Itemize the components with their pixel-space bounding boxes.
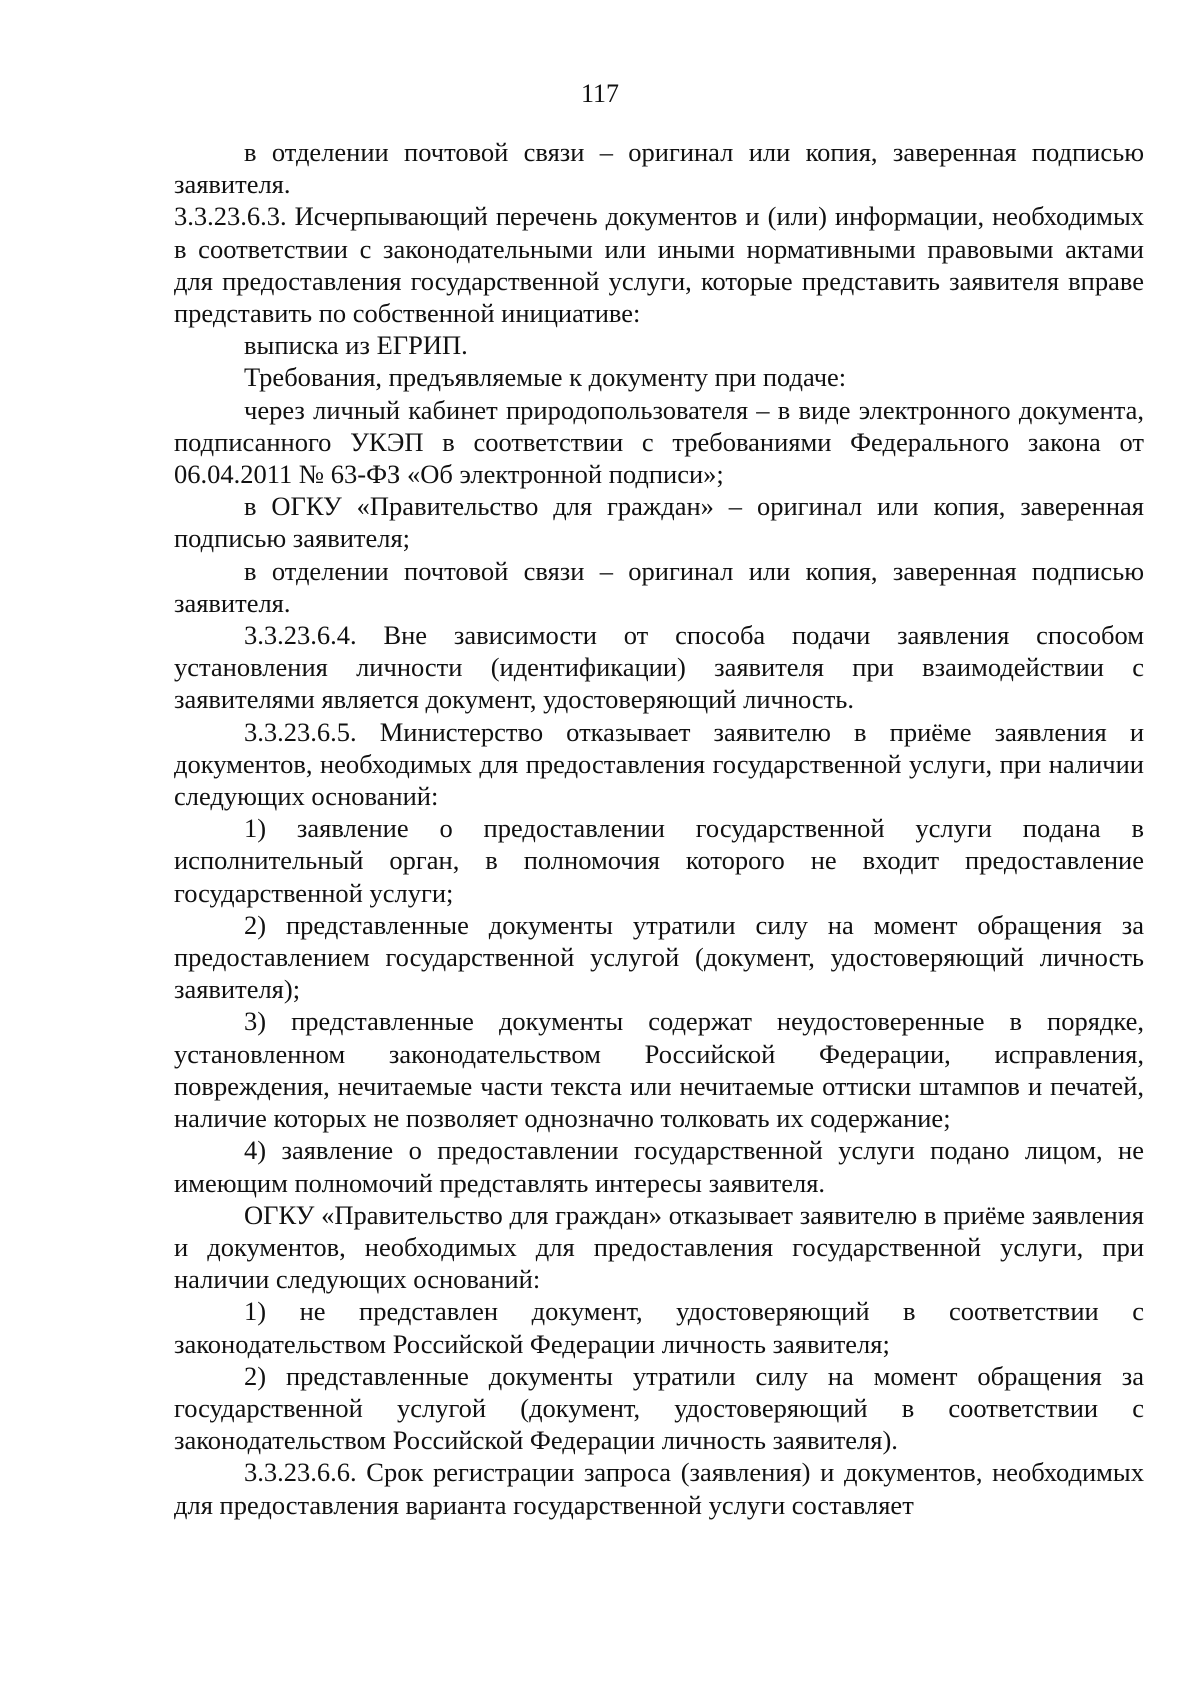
- list-item: 4) заявление о предоставлении государственной услуги подано лицом, не имеющим полномочий представлять интересы заявителя.: [174, 1135, 1144, 1198]
- paragraph-section-3-3-23-6-6: 3.3.23.6.6. Срок регистрации запроса (заявления) и документов, необходимых для предоставления варианта государственной услуги составляет: [174, 1457, 1144, 1520]
- list-item: 1) заявление о предоставлении государственной услуги подана в исполнительный орган, в полномочия которого не входит предоставление государственной услуги;: [174, 813, 1144, 908]
- paragraph-section-3-3-23-6-4: 3.3.23.6.4. Вне зависимости от способа подачи заявления способом установления личности (идентификации) заявителя при взаимодействии с заявителями является документ, удостоверяющий личность.: [174, 620, 1144, 715]
- list-item: 2) представленные документы утратили силу на момент обращения за государственной услугой (документ, удостоверяющий в соответствии с законодательством Российской Федерации личность заявителя).: [174, 1360, 1144, 1456]
- page-number: 117: [580, 79, 620, 108]
- paragraph: через личный кабинет природопользователя – в виде электронного документа, подписанного УКЭП в соответствии с требованиями Федерального закона от 06.04.2011 № 63-ФЗ «Об электронной подписи»;: [174, 394, 1144, 490]
- document-body: [174, 136, 1144, 1521]
- paragraph: в отделении почтовой связи – оригинал или копия, заверенная подписью заявителя.: [174, 137, 1144, 200]
- paragraph: в отделении почтовой связи – оригинал или копия, заверенная подписью заявителя.: [174, 555, 1144, 618]
- list-item: 1) не представлен документ, удостоверяющий в соответствии с законодательством Российской Федерации личность заявителя;: [174, 1296, 1144, 1359]
- paragraph-section-3-3-23-6-5: 3.3.23.6.5. Министерство отказывает заявителю в приёме заявления и документов, необходимых для предоставления государственной услуги, при наличии следующих оснований:: [174, 716, 1144, 812]
- paragraph: выписка из ЕГРИП.: [244, 330, 468, 361]
- paragraph: Требования, предъявляемые к документу при подаче:: [244, 362, 847, 393]
- paragraph: ОГКУ «Правительство для граждан» отказывает заявителю в приёме заявления и документов, необходимых для предоставления государственной услуги, при наличии следующих оснований:: [174, 1199, 1144, 1295]
- paragraph-section-3-3-23-6-3: 3.3.23.6.3. Исчерпывающий перечень документов и (или) информации, необходимых в соответствии с законодательными или иными нормативными правовыми актами для предоставления государственной услуги, которые представить заявителя вправе представить по собственной инициативе:: [174, 201, 1144, 329]
- list-item: 2) представленные документы утратили силу на момент обращения за предоставлением государственной услугой (документ, удостоверяющий личность заявителя);: [174, 909, 1144, 1005]
- paragraph: в ОГКУ «Правительство для граждан» – оригинал или копия, заверенная подписью заявителя;: [174, 491, 1144, 554]
- list-item: 3) представленные документы содержат неудостоверенные в порядке, установленном законодательством Российской Федерации, исправления, повреждения, нечитаемые части текста или нечитаемые оттиски штампов и печатей, наличие которых не позволяет однозначно толковать их содержание;: [174, 1006, 1144, 1134]
